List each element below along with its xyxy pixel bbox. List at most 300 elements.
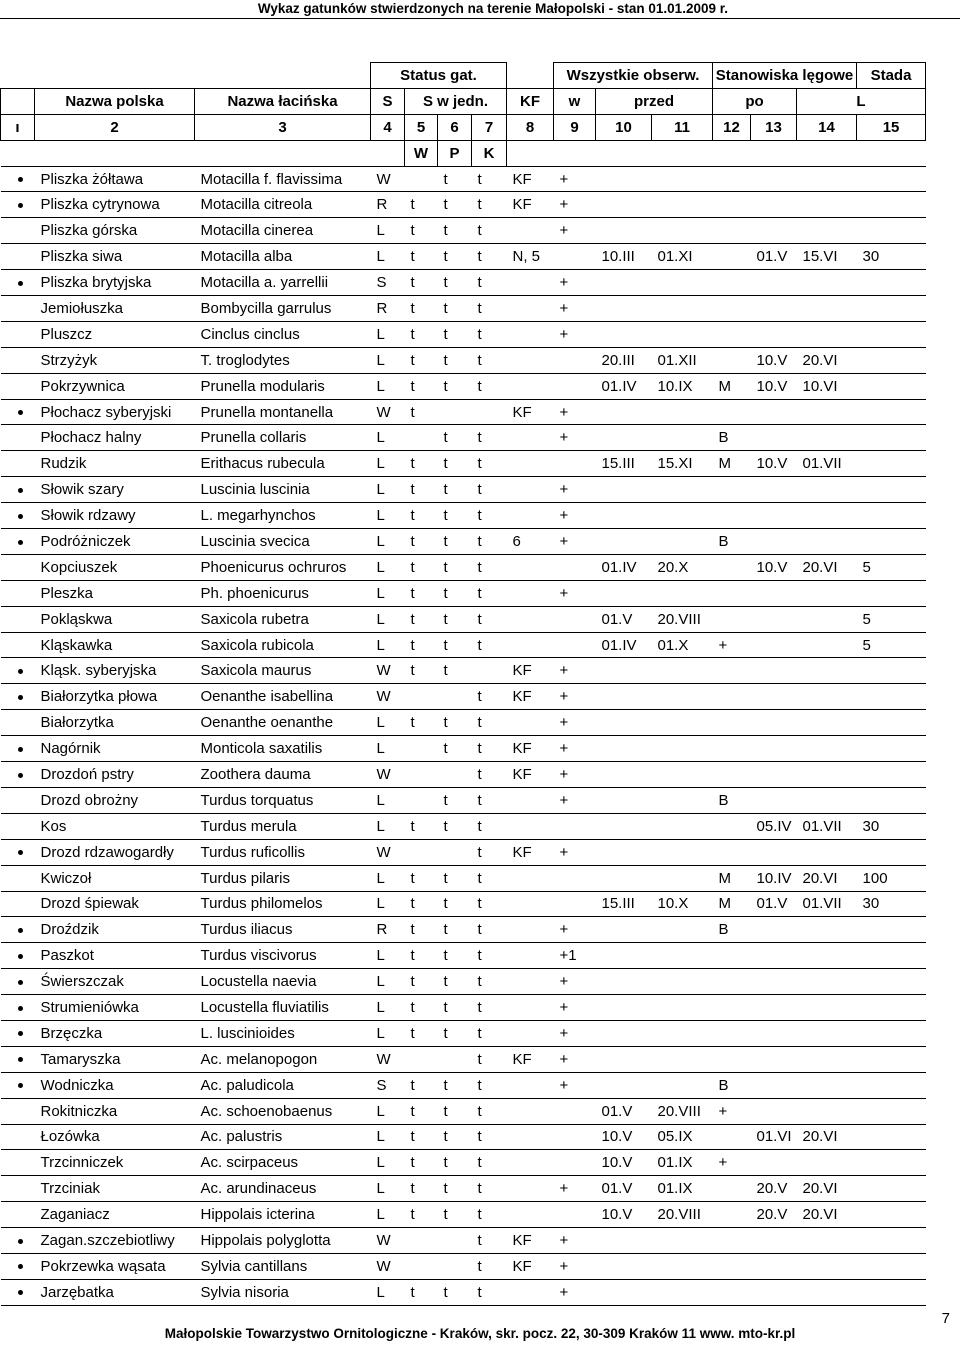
table-cell (713, 477, 751, 503)
table-cell (751, 580, 797, 606)
row-marker (1, 710, 35, 736)
table-cell: 10.V (596, 1202, 652, 1228)
bullet-icon (18, 177, 23, 182)
row-marker (1, 554, 35, 580)
table-cell: L (371, 710, 405, 736)
table-cell (857, 736, 926, 762)
table-cell: + (554, 1279, 596, 1305)
table-row (1, 813, 926, 839)
table-cell (596, 1072, 652, 1098)
table-cell: + (713, 1098, 751, 1124)
table-cell (797, 917, 857, 943)
table-cell (507, 1072, 554, 1098)
table-row (1, 1046, 926, 1072)
table-cell: KF (507, 1253, 554, 1279)
table-cell (652, 1228, 713, 1254)
table-cell (751, 632, 797, 658)
row-marker (1, 1228, 35, 1254)
table-cell: L (371, 813, 405, 839)
table-cell (554, 632, 596, 658)
table-cell: t (405, 1176, 438, 1202)
table-cell: 10.X (652, 891, 713, 917)
table-cell: L (371, 347, 405, 373)
table-row (1, 529, 926, 555)
table-cell: t (472, 1020, 507, 1046)
column-number: 5 (405, 114, 438, 140)
table-cell (596, 321, 652, 347)
table-cell (596, 529, 652, 555)
table-cell: W (371, 684, 405, 710)
table-cell (857, 296, 926, 322)
latin-name: Ac. scirpaceus (195, 1150, 371, 1176)
table-cell: KF (507, 684, 554, 710)
table-cell: t (405, 270, 438, 296)
table-cell (507, 969, 554, 995)
table-cell: t (438, 865, 472, 891)
nesting-sites-header: Stanowiska lęgowe (713, 63, 857, 89)
bullet-icon (18, 514, 23, 519)
table-cell: t (405, 943, 438, 969)
table-cell (507, 270, 554, 296)
polish-name: Kwiczoł (35, 865, 195, 891)
table-cell: + (554, 787, 596, 813)
latin-name: Erithacus rubecula (195, 451, 371, 477)
table-cell: + (554, 995, 596, 1021)
table-cell (652, 425, 713, 451)
table-cell: t (438, 192, 472, 218)
column-number: 3 (195, 114, 371, 140)
table-cell (507, 451, 554, 477)
subheader-w: W (405, 140, 438, 166)
table-cell (507, 1124, 554, 1150)
table-cell: 6 (507, 529, 554, 555)
table-row (1, 943, 926, 969)
table-cell: t (438, 1150, 472, 1176)
table-row (1, 1228, 926, 1254)
table-cell (857, 321, 926, 347)
table-cell (596, 270, 652, 296)
table-cell (713, 995, 751, 1021)
table-cell (554, 451, 596, 477)
table-cell (596, 192, 652, 218)
polish-name: Paszkot (35, 943, 195, 969)
table-cell (652, 813, 713, 839)
table-cell: L (371, 969, 405, 995)
table-cell (652, 684, 713, 710)
table-cell: + (554, 399, 596, 425)
table-cell (713, 606, 751, 632)
row-marker (1, 762, 35, 788)
table-cell (857, 762, 926, 788)
latin-name: Ac. arundinaceus (195, 1176, 371, 1202)
table-cell: L (371, 787, 405, 813)
latin-name: Motacilla a. yarrellii (195, 270, 371, 296)
table-cell (797, 658, 857, 684)
row-marker (1, 684, 35, 710)
table-cell: L (371, 503, 405, 529)
row-marker (1, 787, 35, 813)
table-cell: + (713, 1150, 751, 1176)
table-cell (857, 399, 926, 425)
table-cell: 30 (857, 813, 926, 839)
table-cell: t (438, 1124, 472, 1150)
latin-name-header: Nazwa łacińska (195, 88, 371, 114)
table-cell (857, 995, 926, 1021)
table-cell: 100 (857, 865, 926, 891)
table-cell: t (405, 917, 438, 943)
table-cell: t (405, 1072, 438, 1098)
polish-name: Płochacz syberyjski (35, 399, 195, 425)
table-cell (751, 425, 797, 451)
table-cell: 01.IV (596, 373, 652, 399)
table-cell: 10.V (751, 451, 797, 477)
polish-name: Kląskawka (35, 632, 195, 658)
table-cell (797, 425, 857, 451)
latin-name: Oenanthe oenanthe (195, 710, 371, 736)
table-cell: t (472, 891, 507, 917)
all-observations-header: Wszystkie obserw. (554, 63, 713, 89)
table-row (1, 1098, 926, 1124)
table-cell: L (371, 218, 405, 244)
table-cell: t (438, 969, 472, 995)
table-cell: 01.VII (797, 451, 857, 477)
polish-name: Drozd obrożny (35, 787, 195, 813)
table-cell (554, 1098, 596, 1124)
table-cell: 01.V (751, 891, 797, 917)
table-cell: 30 (857, 244, 926, 270)
table-row (1, 865, 926, 891)
row-marker (1, 1124, 35, 1150)
table-cell: 10.V (751, 554, 797, 580)
table-cell (652, 503, 713, 529)
table-cell (751, 969, 797, 995)
po-header: po (713, 88, 797, 114)
table-cell (507, 787, 554, 813)
table-cell (554, 1202, 596, 1228)
polish-name: Pokrzywnica (35, 373, 195, 399)
table-cell: t (472, 606, 507, 632)
table-cell: 01.V (596, 1098, 652, 1124)
table-cell: L (371, 1020, 405, 1046)
table-cell: t (472, 710, 507, 736)
table-cell: L (371, 477, 405, 503)
polish-name: Pokląskwa (35, 606, 195, 632)
table-cell (797, 684, 857, 710)
table-cell (713, 684, 751, 710)
table-cell: + (554, 1020, 596, 1046)
table-cell (751, 192, 797, 218)
polish-name: Pleszka (35, 580, 195, 606)
table-cell: N, 5 (507, 244, 554, 270)
table-cell: t (405, 192, 438, 218)
table-row (1, 891, 926, 917)
table-cell: L (371, 321, 405, 347)
latin-name: Turdus viscivorus (195, 943, 371, 969)
latin-name: Bombycilla garrulus (195, 296, 371, 322)
table-cell: t (472, 787, 507, 813)
table-cell (713, 813, 751, 839)
polish-name: Zaganiacz (35, 1202, 195, 1228)
table-cell (596, 865, 652, 891)
table-row (1, 451, 926, 477)
table-cell (713, 710, 751, 736)
table-cell: + (554, 192, 596, 218)
table-cell: + (554, 684, 596, 710)
table-cell (797, 477, 857, 503)
latin-name: Locustella naevia (195, 969, 371, 995)
table-cell (751, 1150, 797, 1176)
table-cell (652, 736, 713, 762)
row-marker (1, 503, 35, 529)
row-marker (1, 270, 35, 296)
row-marker (1, 1046, 35, 1072)
table-cell: B (713, 917, 751, 943)
table-cell: t (438, 710, 472, 736)
table-cell: L (371, 529, 405, 555)
table-cell (405, 1046, 438, 1072)
table-cell: t (405, 244, 438, 270)
table-cell: M (713, 373, 751, 399)
bullet-icon (18, 1083, 23, 1088)
table-cell (554, 813, 596, 839)
row-marker (1, 969, 35, 995)
table-cell (596, 1020, 652, 1046)
bullet-icon (18, 1264, 23, 1269)
column-number: 13 (751, 114, 797, 140)
table-row (1, 1020, 926, 1046)
row-marker (1, 1072, 35, 1098)
table-row (1, 580, 926, 606)
table-cell: W (371, 762, 405, 788)
table-row (1, 710, 926, 736)
polish-name: Trzcinniczek (35, 1150, 195, 1176)
table-cell (797, 606, 857, 632)
table-cell (507, 865, 554, 891)
column-number: 9 (554, 114, 596, 140)
latin-name: Turdus pilaris (195, 865, 371, 891)
table-cell (438, 762, 472, 788)
table-cell (713, 321, 751, 347)
table-cell: t (405, 606, 438, 632)
table-cell: t (438, 1072, 472, 1098)
column-number: 14 (797, 114, 857, 140)
latin-name: Monticola saxatilis (195, 736, 371, 762)
table-cell (554, 554, 596, 580)
table-cell (713, 244, 751, 270)
table-cell (713, 839, 751, 865)
column-number: 10 (596, 114, 652, 140)
polish-name: Wodniczka (35, 1072, 195, 1098)
table-cell: t (472, 839, 507, 865)
table-cell: L (371, 425, 405, 451)
row-marker (1, 321, 35, 347)
table-cell (751, 710, 797, 736)
table-row (1, 399, 926, 425)
table-cell (751, 606, 797, 632)
polish-name: Rudzik (35, 451, 195, 477)
row-marker (1, 1098, 35, 1124)
table-cell: t (438, 1098, 472, 1124)
table-cell (652, 321, 713, 347)
latin-name: Locustella fluviatilis (195, 995, 371, 1021)
table-row (1, 1124, 926, 1150)
table-cell (596, 477, 652, 503)
table-cell (797, 762, 857, 788)
table-cell: L (371, 995, 405, 1021)
table-cell: 10.V (596, 1150, 652, 1176)
table-cell (797, 1253, 857, 1279)
table-cell: t (472, 1176, 507, 1202)
l-header: L (797, 88, 926, 114)
latin-name: Prunella modularis (195, 373, 371, 399)
table-cell (797, 1098, 857, 1124)
table-cell: 10.IV (751, 865, 797, 891)
bullet-icon (18, 928, 23, 933)
table-cell: L (371, 865, 405, 891)
table-cell (857, 1279, 926, 1305)
table-cell: t (438, 451, 472, 477)
polish-name: Pliszka siwa (35, 244, 195, 270)
row-marker (1, 839, 35, 865)
table-cell (751, 321, 797, 347)
table-cell (554, 606, 596, 632)
polish-name: Droździk (35, 917, 195, 943)
table-cell: 20.V (751, 1202, 797, 1228)
table-cell (507, 296, 554, 322)
polish-name: Słowik rdzawy (35, 503, 195, 529)
bullet-icon (18, 669, 23, 674)
latin-name: Ac. paludicola (195, 1072, 371, 1098)
table-row (1, 658, 926, 684)
table-cell (596, 762, 652, 788)
row-marker (1, 865, 35, 891)
latin-name: Zoothera dauma (195, 762, 371, 788)
table-cell: t (405, 347, 438, 373)
bullet-icon (18, 773, 23, 778)
table-cell: t (438, 1176, 472, 1202)
table-cell: KF (507, 192, 554, 218)
table-cell: t (438, 321, 472, 347)
table-cell (713, 270, 751, 296)
latin-name: Turdus iliacus (195, 917, 371, 943)
table-cell: 01.IV (596, 554, 652, 580)
latin-name: T. troglodytes (195, 347, 371, 373)
table-row (1, 347, 926, 373)
table-cell: t (405, 865, 438, 891)
table-cell (751, 1072, 797, 1098)
table-cell (857, 1150, 926, 1176)
table-cell: 10.V (751, 347, 797, 373)
table-cell: 01.VII (797, 813, 857, 839)
table-row (1, 166, 926, 192)
table-cell: t (438, 891, 472, 917)
table-row (1, 1176, 926, 1202)
table-cell (713, 658, 751, 684)
table-cell: t (405, 969, 438, 995)
table-cell: 20.III (596, 347, 652, 373)
table-cell: L (371, 891, 405, 917)
table-cell: t (438, 503, 472, 529)
row-marker (1, 606, 35, 632)
table-cell: t (472, 580, 507, 606)
table-cell: t (472, 503, 507, 529)
table-row (1, 218, 926, 244)
table-row (1, 736, 926, 762)
table-cell (751, 399, 797, 425)
table-cell (652, 399, 713, 425)
table-cell: 20.VI (797, 1124, 857, 1150)
table-cell (438, 684, 472, 710)
status-group-header: Status gat. (371, 63, 507, 89)
page-footer: Małopolskie Towarzystwo Ornitologiczne - Kraków, skr. pocz. 22, 30-309 Kraków 11 www. mto-kr.pl (164, 1326, 796, 1341)
table-cell: t (472, 1228, 507, 1254)
polish-name: Podróżniczek (35, 529, 195, 555)
table-cell: + (554, 477, 596, 503)
table-cell (405, 684, 438, 710)
table-cell (857, 503, 926, 529)
row-marker (1, 373, 35, 399)
table-cell: t (472, 244, 507, 270)
table-cell (652, 917, 713, 943)
table-cell: t (472, 865, 507, 891)
latin-name: Ac. palustris (195, 1124, 371, 1150)
polish-name: Białorzytka (35, 710, 195, 736)
table-cell: 20.VI (797, 1202, 857, 1228)
table-cell: t (438, 270, 472, 296)
table-cell (405, 839, 438, 865)
table-cell (797, 529, 857, 555)
table-cell (596, 658, 652, 684)
polish-name: Trzciniak (35, 1176, 195, 1202)
table-cell (857, 684, 926, 710)
table-cell (857, 839, 926, 865)
table-cell (596, 995, 652, 1021)
bullet-icon (18, 1290, 23, 1295)
table-cell: t (438, 244, 472, 270)
column-number: ı (1, 114, 35, 140)
subheader-k: K (472, 140, 507, 166)
table-cell: t (472, 1098, 507, 1124)
table-cell (405, 787, 438, 813)
table-cell (405, 762, 438, 788)
polish-name: Pliszka żółtawa (35, 166, 195, 192)
table-cell (713, 347, 751, 373)
table-cell: 20.VIII (652, 1098, 713, 1124)
table-row (1, 1202, 926, 1228)
latin-name: Motacilla f. flavissima (195, 166, 371, 192)
latin-name: Turdus torquatus (195, 787, 371, 813)
table-cell: t (472, 813, 507, 839)
table-cell: t (438, 1020, 472, 1046)
table-cell: t (472, 684, 507, 710)
table-cell (596, 839, 652, 865)
table-cell (507, 710, 554, 736)
table-cell: M (713, 451, 751, 477)
table-cell: +1 (554, 943, 596, 969)
table-cell: L (371, 1124, 405, 1150)
table-row (1, 787, 926, 813)
table-cell (857, 425, 926, 451)
table-cell: 01.XII (652, 347, 713, 373)
table-cell: + (554, 1176, 596, 1202)
table-cell: 01.VII (797, 891, 857, 917)
table-cell (751, 270, 797, 296)
latin-name: Sylvia nisoria (195, 1279, 371, 1305)
table-cell (797, 1020, 857, 1046)
table-cell (751, 477, 797, 503)
table-cell: B (713, 787, 751, 813)
table-cell (713, 218, 751, 244)
